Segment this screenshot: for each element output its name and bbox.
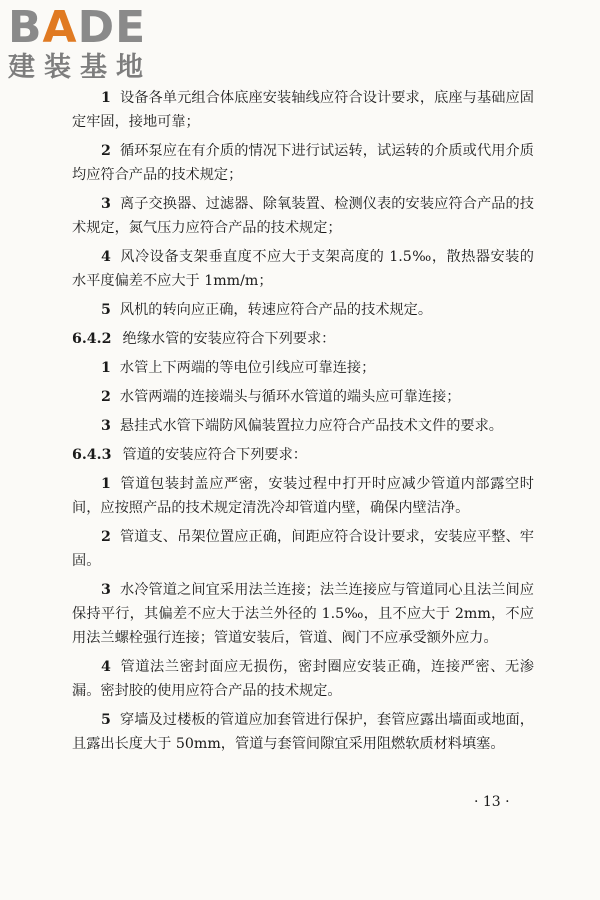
item-2 bbox=[72, 525, 534, 573]
item-5 bbox=[72, 298, 534, 322]
item-3 bbox=[72, 578, 534, 650]
item-3 bbox=[72, 414, 534, 438]
logo-letter-a: A bbox=[42, 2, 78, 53]
item-5 bbox=[72, 708, 534, 756]
logo-subtitle: 建装基地 bbox=[8, 52, 152, 83]
section-6-4-3 bbox=[72, 443, 534, 467]
logo-letters-de: DE bbox=[77, 2, 147, 53]
item-number: 4 bbox=[101, 659, 111, 675]
item-text: 悬挂式水管下端防风偏装置拉力应符合产品技术文件的要求。 bbox=[119, 418, 503, 434]
item-2 bbox=[72, 385, 534, 409]
item-text: 水管上下两端的等电位引线应可靠连接； bbox=[119, 360, 376, 376]
item-number: 2 bbox=[101, 389, 111, 405]
section-6-4-2 bbox=[72, 327, 534, 351]
section-number: 6.4.2 bbox=[72, 331, 112, 347]
item-text: 离子交换器、过滤器、除氧装置、检测仪表的安装应符合产品的技术规定，氮气压力应符合产品的技术规定； bbox=[72, 196, 534, 236]
item-number: 1 bbox=[101, 90, 111, 106]
section-text: 绝缘水管的安装应符合下列要求： bbox=[122, 331, 336, 347]
bade-logo-text bbox=[8, 4, 183, 52]
item-text: 设备各单元组合体底座安装轴线应符合设计要求，底座与基础应固定牢固，接地可靠； bbox=[72, 90, 534, 130]
page-number: · 13 · bbox=[474, 794, 510, 810]
logo-letter-b: B bbox=[8, 2, 43, 53]
item-number: 1 bbox=[101, 476, 111, 492]
item-text: 穿墙及过楼板的管道应加套管进行保护，套管应露出墙面或地面，且露出长度大于 50mm，管道与套管间隙宜采用阻燃软质材料填塞。 bbox=[72, 712, 534, 752]
item-number: 3 bbox=[101, 418, 111, 434]
item-1 bbox=[72, 86, 534, 134]
item-text: 循环泵应在有介质的情况下进行试运转，试运转的介质或代用介质均应符合产品的技术规定； bbox=[72, 143, 534, 183]
item-text: 风机的转向应正确，转速应符合产品的技术规定。 bbox=[119, 302, 433, 318]
item-text: 水冷管道之间宜采用法兰连接；法兰连接应与管道同心且法兰间应保持平行，其偏差不应大于法兰外径的 1.5‰，且不应大于 2mm，不应用法兰螺栓强行连接；管道安装后，管道、阀门不应承受额外应力。 bbox=[72, 582, 534, 646]
item-text: 风冷设备支架垂直度不应大于支架高度的 1.5‰，散热器安装的水平度偏差不应大于 1mm/m； bbox=[72, 249, 534, 289]
item-number: 5 bbox=[101, 712, 111, 728]
item-number: 1 bbox=[101, 360, 111, 376]
item-number: 5 bbox=[101, 302, 111, 318]
bade-watermark-logo bbox=[8, 4, 183, 84]
item-number: 2 bbox=[101, 143, 111, 159]
item-4 bbox=[72, 655, 534, 703]
item-number: 2 bbox=[101, 529, 111, 545]
item-text: 管道支、吊架位置应正确，间距应符合设计要求，安装应平整、牢固。 bbox=[72, 529, 534, 569]
item-number: 3 bbox=[101, 196, 111, 212]
item-1 bbox=[72, 472, 534, 520]
document-body bbox=[72, 86, 534, 761]
section-number: 6.4.3 bbox=[72, 447, 112, 463]
item-2 bbox=[72, 139, 534, 187]
item-text: 水管两端的连接端头与循环水管道的端头应可靠连接； bbox=[119, 389, 461, 405]
section-text: 管道的安装应符合下列要求： bbox=[122, 447, 307, 463]
item-3 bbox=[72, 192, 534, 240]
item-number: 4 bbox=[101, 249, 111, 265]
item-number: 3 bbox=[101, 582, 111, 598]
item-1 bbox=[72, 356, 534, 380]
item-4 bbox=[72, 245, 534, 293]
item-text: 管道法兰密封面应无损伤，密封圈应安装正确，连接严密、无渗漏。密封胶的使用应符合产品的技术规定。 bbox=[72, 659, 534, 699]
item-text: 管道包装封盖应严密，安装过程中打开时应减少管道内部露空时间，应按照产品的技术规定清洗冷却管道内壁，确保内壁洁净。 bbox=[72, 476, 534, 516]
